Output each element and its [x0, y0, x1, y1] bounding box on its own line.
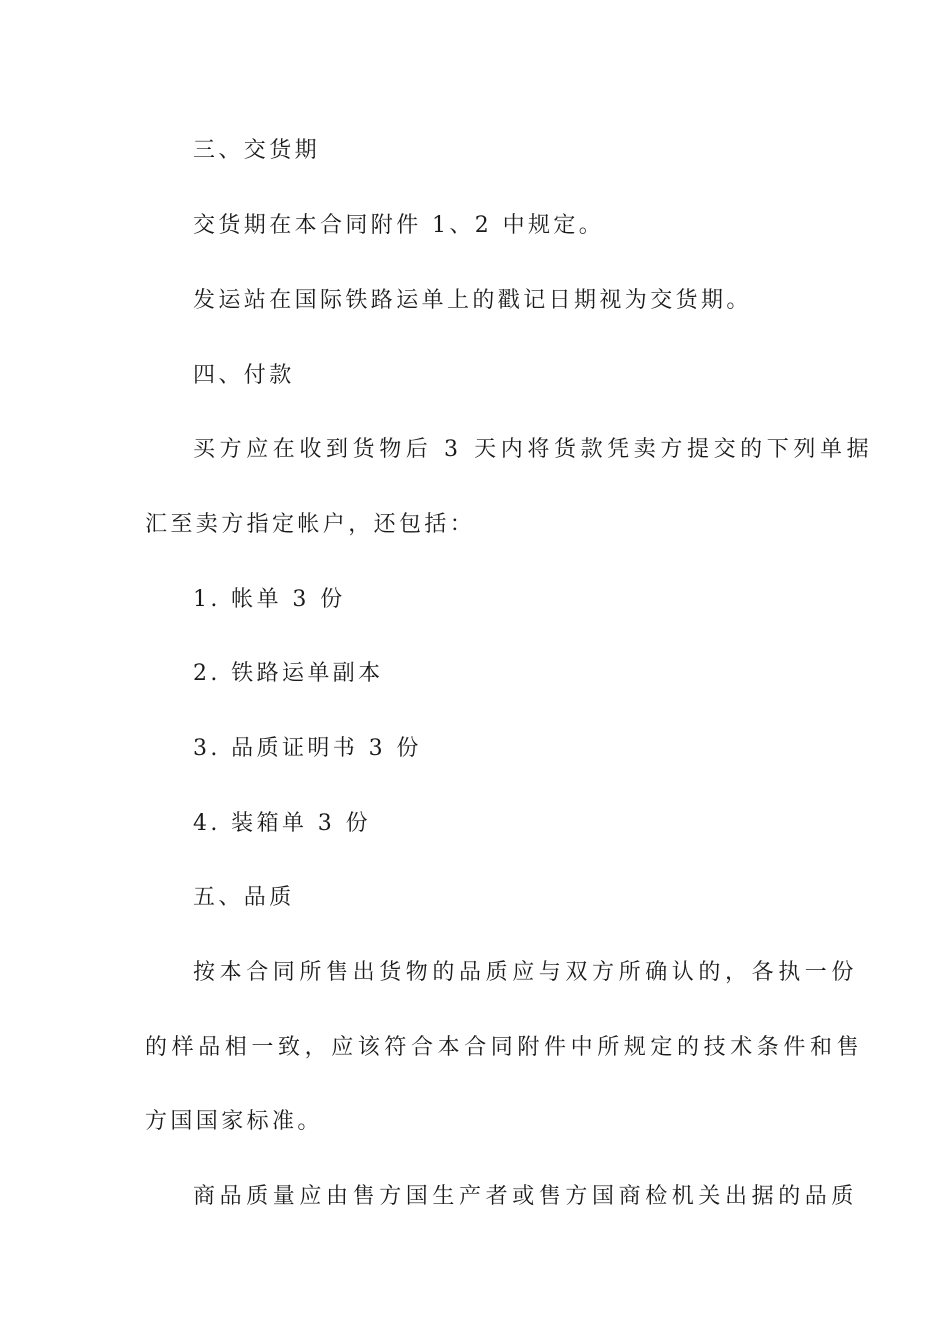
paragraph-line: 交货期在本合同附件 1、2 中规定。 [193, 213, 605, 238]
section-heading-delivery: 三、交货期 [193, 138, 321, 163]
paragraph-line: 商品质量应由售方国生产者或售方国商检机关出据的品质 [193, 1184, 859, 1209]
list-item: 4. 装箱单 3 份 [193, 811, 371, 836]
paragraph-line: 买方应在收到货物后 3 天内将货款凭卖方提交的下列单据 [193, 437, 874, 462]
paragraph-line: 按本合同所售出货物的品质应与双方所确认的，各执一份 [193, 960, 859, 985]
list-item: 1. 帐单 3 份 [193, 587, 346, 612]
paragraph-line: 发运站在国际铁路运单上的戳记日期视为交货期。 [193, 288, 752, 313]
list-item: 2. 铁路运单副本 [193, 661, 384, 686]
paragraph-line: 汇至卖方指定帐户，还包括： [145, 512, 476, 537]
section-heading-payment: 四、付款 [193, 363, 295, 388]
paragraph-line: 方国国家标准。 [145, 1109, 323, 1134]
paragraph-line: 的样品相一致，应该符合本合同附件中所规定的技术条件和售 [145, 1035, 864, 1060]
list-item: 3. 品质证明书 3 份 [193, 736, 422, 761]
section-heading-quality: 五、品质 [193, 885, 295, 910]
